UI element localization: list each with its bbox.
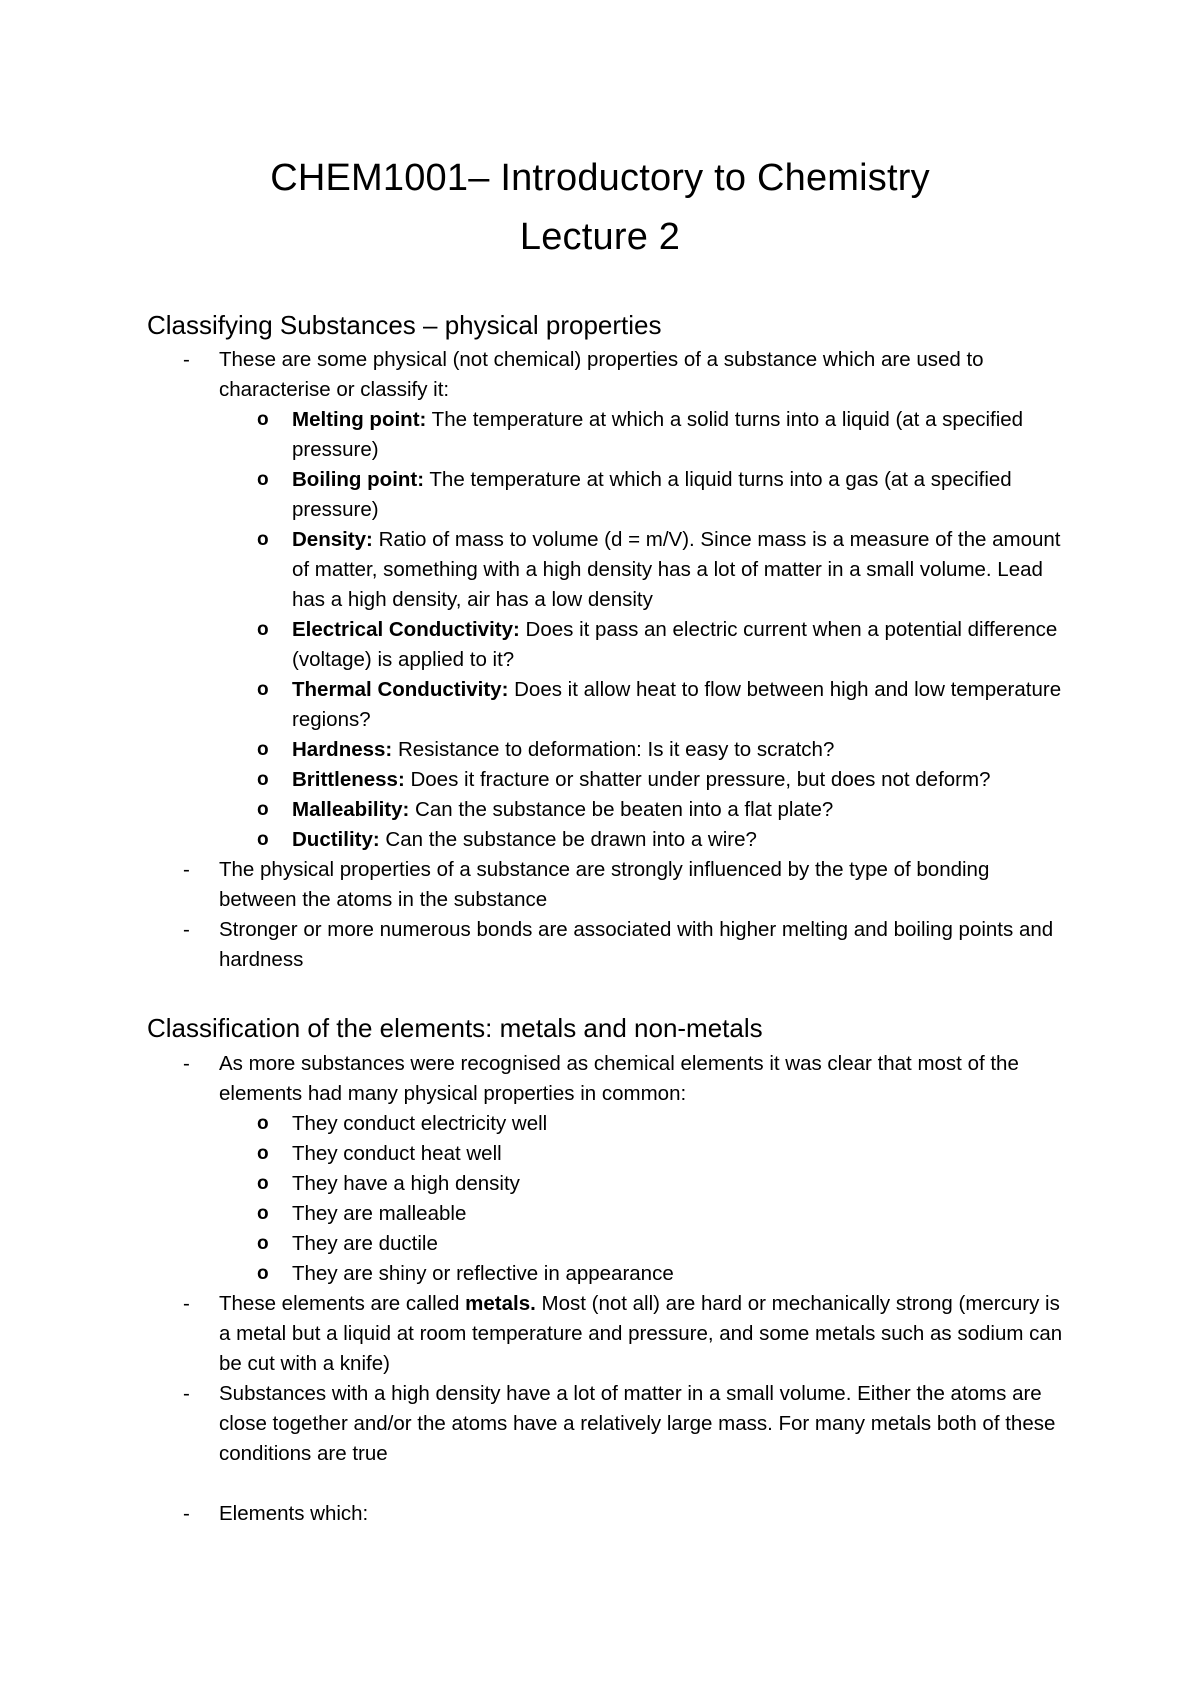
property-description: Can the substance be drawn into a wire?: [379, 828, 757, 851]
dash-marker: -: [183, 858, 190, 881]
circle-bullet-icon: o: [257, 799, 269, 820]
spacer: [0, 1469, 1200, 1499]
bullet-text-pre: These elements are called: [219, 1292, 466, 1315]
lecture-number: Lecture 2: [519, 216, 681, 258]
bullet-item: [0, 1379, 1069, 1469]
dash-marker: -: [183, 348, 190, 371]
section-metals-nonmetals: [0, 1049, 1200, 1529]
metal-property-text: They are shiny or reflective in appearance: [292, 1262, 674, 1285]
circle-bullet-icon: o: [257, 529, 269, 550]
metal-property-text: They have a high density: [292, 1172, 520, 1195]
dash-marker: -: [183, 1382, 190, 1405]
dash-marker: -: [183, 1502, 190, 1525]
property-description: Resistance to deformation: Is it easy to scratch?: [392, 738, 835, 761]
circle-bullet-icon: o: [257, 1173, 269, 1194]
property-description: Does it allow heat to flow between high and low temperature regions?: [292, 678, 1062, 731]
circle-bullet-icon: o: [257, 1143, 269, 1164]
property-term: Brittleness:: [292, 768, 405, 791]
section-physical-properties: [0, 345, 1200, 975]
metal-property-item: [0, 1139, 1072, 1169]
property-item: [0, 465, 1072, 525]
property-description: Does it fracture or shatter under pressure, but does not deform?: [404, 768, 991, 791]
bullet-item: [0, 345, 1069, 405]
property-item: [0, 615, 1072, 675]
property-description: The temperature at which a liquid turns into a gas (at a specified pressure): [292, 468, 1012, 521]
metal-property-text: They conduct electricity well: [292, 1112, 548, 1135]
property-term: Electrical Conductivity:: [292, 618, 520, 641]
bullet-item: [0, 1499, 1069, 1529]
metal-property-item: [0, 1169, 1072, 1199]
property-item: [0, 525, 1072, 615]
circle-bullet-icon: o: [257, 1263, 269, 1284]
circle-bullet-icon: o: [257, 829, 269, 850]
property-description: Ratio of mass to volume (d = m/V). Since mass is a measure of the amount of matter, something with a high density has a lot of matter in a small volume. Lead has a high density, air has a low density: [292, 528, 1061, 611]
property-term: Hardness:: [292, 738, 393, 761]
property-item: [0, 825, 1072, 855]
metal-property-item: [0, 1199, 1072, 1229]
property-term: Melting point:: [292, 408, 427, 431]
bullet-item: [0, 855, 1069, 915]
section-heading-physical-properties: Classifying Substances – physical properties: [147, 310, 662, 340]
section-heading-metals-nonmetals: Classification of the elements: metals and non-metals: [147, 1013, 763, 1043]
bullet-item: [0, 1049, 1069, 1109]
metals-term: metals.: [465, 1292, 536, 1315]
circle-bullet-icon: o: [257, 469, 269, 490]
bullet-text: The physical properties of a substance are strongly influenced by the type of bonding between the atoms in the substance: [219, 858, 990, 911]
circle-bullet-icon: o: [257, 1203, 269, 1224]
circle-bullet-icon: o: [257, 409, 269, 430]
property-item: [0, 405, 1072, 465]
property-description: The temperature at which a solid turns into a liquid (at a specified pressure): [292, 408, 1024, 461]
property-description: Does it pass an electric current when a potential difference (voltage) is applied to it?: [292, 618, 1058, 671]
bullet-item: [0, 1289, 1069, 1379]
bullet-text: Elements which:: [219, 1502, 369, 1525]
metal-property-item: [0, 1109, 1072, 1139]
metal-property-text: They are malleable: [292, 1202, 467, 1225]
property-description: Can the substance be beaten into a flat plate?: [409, 798, 834, 821]
property-item: [0, 795, 1072, 825]
property-term: Boiling point:: [292, 468, 425, 491]
property-term: Malleability:: [292, 798, 410, 821]
circle-bullet-icon: o: [257, 739, 269, 760]
circle-bullet-icon: o: [257, 769, 269, 790]
dash-marker: -: [183, 918, 190, 941]
dash-marker: -: [183, 1292, 190, 1315]
metal-property-text: They are ductile: [292, 1232, 438, 1255]
property-term: Density:: [292, 528, 373, 551]
circle-bullet-icon: o: [257, 619, 269, 640]
property-item: [0, 675, 1072, 735]
circle-bullet-icon: o: [257, 1113, 269, 1134]
bullet-text: Substances with a high density have a lot of matter in a small volume. Either the atoms are close together and/or the atoms have a relatively large mass. For many metals both of these conditions are true: [219, 1382, 1056, 1465]
property-term: Ductility:: [292, 828, 380, 851]
dash-marker: -: [183, 1052, 190, 1075]
metal-property-text: They conduct heat well: [292, 1142, 502, 1165]
bullet-text: These are some physical (not chemical) properties of a substance which are used to characterise or classify it:: [219, 348, 984, 401]
bullet-item: [0, 915, 1069, 975]
bullet-text-post: Most (not all) are hard or mechanically strong (mercury is a metal but a liquid at room temperature and pressure, and some metals such as sodium can be cut with a knife): [219, 1292, 1063, 1375]
property-item: [0, 765, 1072, 795]
bullet-text: Stronger or more numerous bonds are associated with higher melting and boiling points and hardness: [219, 918, 1054, 971]
circle-bullet-icon: o: [257, 1233, 269, 1254]
property-item: [0, 735, 1072, 765]
metal-property-item: [0, 1229, 1072, 1259]
circle-bullet-icon: o: [257, 679, 269, 700]
document-title: CHEM1001– Introductory to Chemistry: [270, 157, 930, 199]
bullet-text: As more substances were recognised as chemical elements it was clear that most of the elements had many physical properties in common:: [219, 1052, 1019, 1105]
property-term: Thermal Conductivity:: [292, 678, 509, 701]
metal-property-item: [0, 1259, 1072, 1289]
